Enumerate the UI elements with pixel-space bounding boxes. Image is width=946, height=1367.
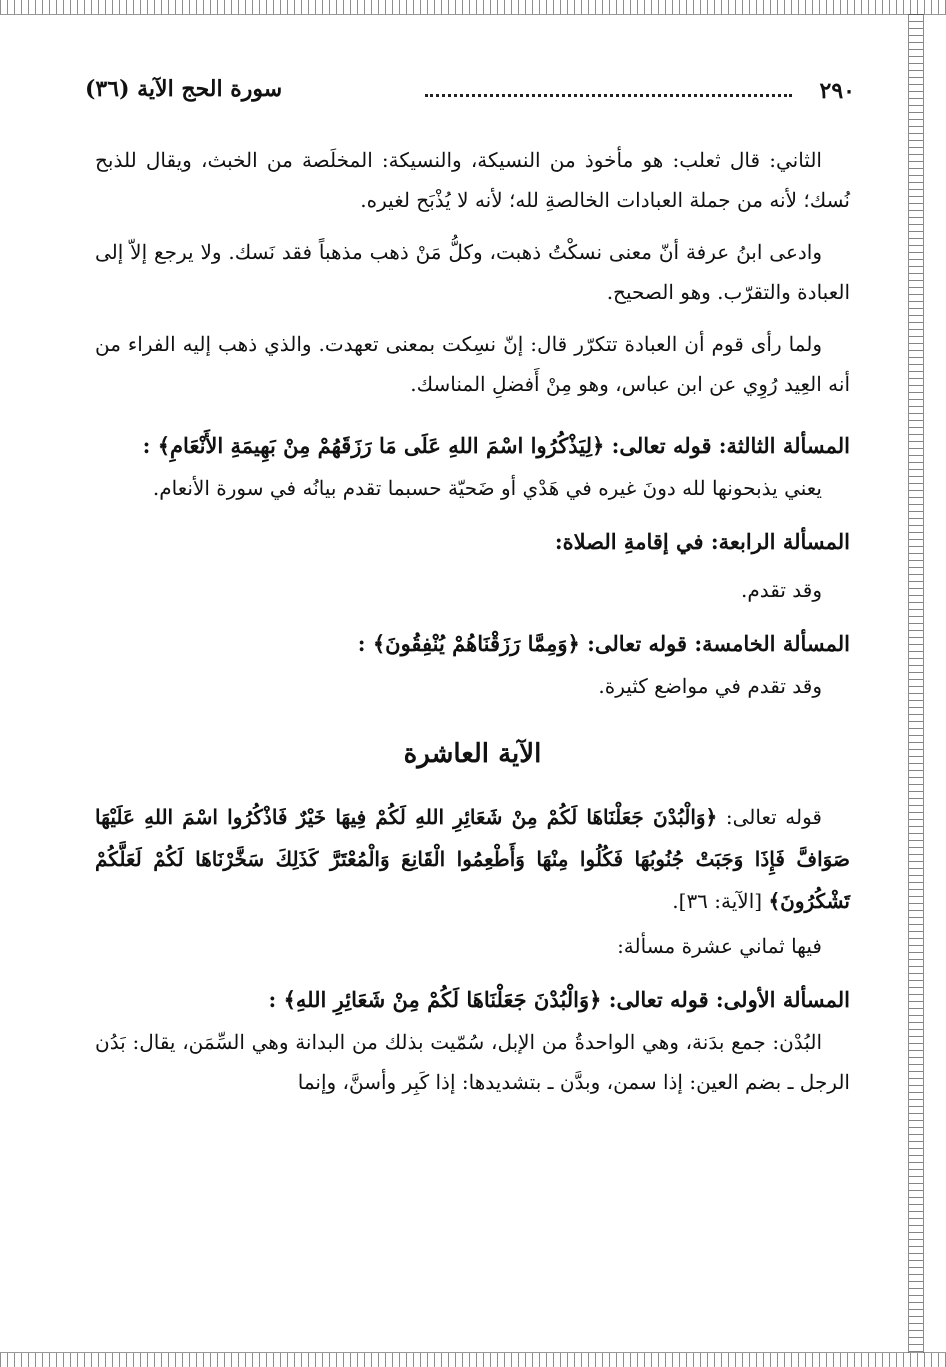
running-title: سورة الحج الآية (٣٦) [85, 76, 283, 102]
right-border [908, 14, 924, 1353]
masala-3-colon: : [142, 433, 151, 458]
masala-1-label: المسألة الأولى: قوله تعالى: [608, 987, 850, 1012]
masala-1-verse: ﴿وَالْبُدْنَ جَعَلْنَاهَا لَكُمْ مِنْ شَعَائِرِ اللهِ﴾ [283, 987, 602, 1012]
ayah-10-verse: ﴿وَالْبُدْنَ جَعَلْنَاهَا لَكُمْ مِنْ شَعَائِرِ اللهِ لَكُمْ فِيهَا خَيْرٌ فَاذْكُرُوا اسْمَ اللهِ عَلَيْهَا صَوَافَّ فَإِذَا وَجَبَتْ جُنُوبُهَا فَكُلُوا مِنْهَا وَأَطْعِمُوا الْقَانِعَ وَالْمُعْتَرَّ كَذَلِكَ سَخَّرْنَاهَا لَكُمْ لَعَلَّكُمْ تَشْكُرُونَ﴾ [95, 805, 850, 913]
top-border [0, 0, 946, 15]
page-content [85, 72, 855, 1102]
ayah-10-ref: [الآية: ٣٦]. [672, 889, 763, 913]
header-dots [425, 94, 792, 97]
masala-5-verse: ﴿وَمِمَّا رَزَقْنَاهُمْ يُنْفِقُونَ﴾ [372, 631, 580, 656]
masala-3-label: المسألة الثالثة: قوله تعالى: [611, 433, 850, 458]
masala-4-body: وقد تقدم. [741, 578, 822, 602]
ayah-10-paragraph [95, 796, 850, 922]
masala-5-label: المسألة الخامسة: قوله تعالى: [587, 631, 850, 656]
page-number: ٢٩٠ [819, 78, 855, 104]
masala-3-body: يعني يذبحونها لله دونَ غيره في هَدْي أو ضَحيّة حسبما تقدم بيانُه في سورة الأنعام. [152, 476, 822, 500]
masala-3-verse: ﴿لِيَذْكُرُوا اسْمَ اللهِ عَلَى مَا رَزَقَهُمْ مِنْ بَهِيمَةِ الأَنْعَامِ﴾ [157, 433, 605, 458]
masala-5-colon: : [357, 631, 366, 656]
ayah-10-intro: قوله تعالى: [725, 805, 822, 829]
masala-4-heading: المسألة الرابعة: في إقامةِ الصلاة: [554, 529, 850, 554]
paragraph-2: وادعى ابنُ عرفة أنّ معنى نسكْتُ ذهبت، وكلُّ مَنْ ذهب مذهباً فقد نَسك. ولا يرجع إلاّ إلى العبادة والتقرّب. وهو الصحيح. [95, 240, 850, 304]
masala-5-body: وقد تقدم في مواضع كثيرة. [598, 674, 822, 698]
masala-5-heading [95, 622, 850, 666]
paragraph-3: ولما رأى قوم أن العبادة تتكرّر قال: إنّ نسِكت بمعنى تعهدت. والذي ذهب إليه الفراء من أنه العِيد رُوِي عن ابن عباس، وهو مِنْ أَفضلِ المناسك. [95, 332, 850, 396]
masala-3-heading [95, 424, 850, 468]
bottom-border [0, 1352, 946, 1367]
paragraph-1: الثاني: قال ثعلب: هو مأخوذ من النسيكة، والنسيكة: المخلَصة من الخبث، ويقال للذبح نُسك؛ لأنه من جملة العبادات الخالصةِ لله؛ لأنه لا يُذْبَح لغيره. [95, 148, 850, 212]
masala-1-colon: : [268, 987, 277, 1012]
ayah-10-count: فيها ثماني عشرة مسألة: [617, 934, 822, 958]
section-title: الآية العاشرة [403, 739, 542, 769]
masala-1-body: البُدْن: جمع بدَنة، وهي الواحدةُ من الإبل، سُمّيت بذلك من البدانة وهي السِّمَن، يقال: بَدُن الرجل ـ بضم العين: إذا سمن، وبدَّن ـ بتشديدها: إذا كَبِر وأسنَّ، وإنما [95, 1030, 850, 1094]
page-header [85, 72, 855, 112]
masala-1-heading [95, 978, 850, 1022]
